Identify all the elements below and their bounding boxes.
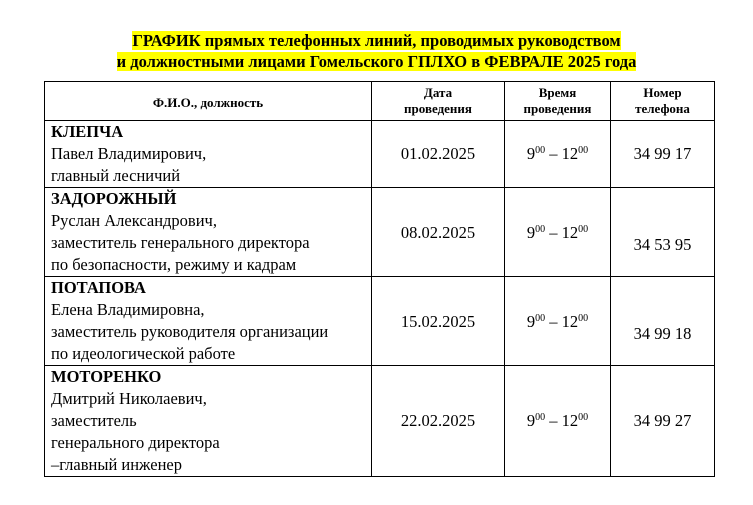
header-phone-line2: телефона bbox=[635, 101, 690, 116]
time-start-minutes: 00 bbox=[535, 313, 546, 324]
time-end: 12 bbox=[561, 312, 579, 331]
phone-cell: 34 99 17 bbox=[611, 121, 715, 188]
position-line: по идеологической работе bbox=[51, 344, 236, 363]
time-dash: – bbox=[545, 312, 562, 331]
time-start-minutes: 00 bbox=[535, 412, 546, 423]
time-end: 12 bbox=[561, 223, 579, 242]
time-cell bbox=[505, 121, 611, 188]
surname: ЗАДОРОЖНЫЙ bbox=[51, 189, 177, 208]
time-start-minutes: 00 bbox=[535, 145, 546, 156]
position-line: Руслан Александрович, bbox=[51, 211, 217, 230]
surname: МОТОРЕНКО bbox=[51, 367, 162, 386]
date-cell: 01.02.2025 bbox=[372, 121, 505, 188]
position-line: Павел Владимирович, bbox=[51, 144, 207, 163]
surname: ПОТАПОВА bbox=[51, 278, 146, 297]
table-row bbox=[45, 277, 715, 366]
header-date-line1: Дата bbox=[423, 85, 453, 100]
time-end: 12 bbox=[561, 411, 579, 430]
table-row bbox=[45, 121, 715, 188]
time-start: 9 bbox=[526, 411, 536, 430]
phone-cell: 34 99 18 bbox=[611, 277, 715, 366]
header-time-line2: проведения bbox=[523, 101, 592, 116]
position-line: заместитель bbox=[51, 411, 137, 430]
title-line-1: ГРАФИК прямых телефонных линий, проводимых руководством bbox=[132, 31, 621, 50]
time-start-minutes: 00 bbox=[535, 224, 546, 235]
time-dash: – bbox=[545, 223, 562, 242]
header-time bbox=[505, 82, 611, 121]
table-row bbox=[45, 366, 715, 477]
time-cell bbox=[505, 277, 611, 366]
position-line: –главный инженер bbox=[51, 455, 182, 474]
date-cell: 15.02.2025 bbox=[372, 277, 505, 366]
schedule-table bbox=[44, 81, 715, 477]
person-cell bbox=[45, 121, 372, 188]
time-end-minutes: 00 bbox=[578, 145, 589, 156]
position-line: по безопасности, режиму и кадрам bbox=[51, 255, 297, 274]
position-line: Дмитрий Николаевич, bbox=[51, 389, 207, 408]
date-cell: 22.02.2025 bbox=[372, 366, 505, 477]
phone-cell: 34 99 27 bbox=[611, 366, 715, 477]
person-cell bbox=[45, 188, 372, 277]
time-end: 12 bbox=[561, 144, 579, 163]
time-end-minutes: 00 bbox=[578, 412, 589, 423]
date-cell: 08.02.2025 bbox=[372, 188, 505, 277]
table-row bbox=[45, 188, 715, 277]
time-dash: – bbox=[545, 411, 562, 430]
surname: КЛЕПЧА bbox=[51, 122, 124, 141]
time-cell bbox=[505, 366, 611, 477]
header-date-line2: проведения bbox=[404, 101, 472, 116]
header-name: Ф.И.О., должность bbox=[45, 82, 372, 121]
position-line: главный лесничий bbox=[51, 166, 181, 185]
header-phone-line1: Номер bbox=[643, 85, 682, 100]
position-line: заместитель руководителя организации bbox=[51, 322, 329, 341]
header-phone bbox=[611, 82, 715, 121]
header-time-line1: Время bbox=[538, 85, 577, 100]
time-start: 9 bbox=[526, 223, 536, 242]
position-line: заместитель генерального директора bbox=[51, 233, 310, 252]
header-date bbox=[372, 82, 505, 121]
position-line: генерального директора bbox=[51, 433, 220, 452]
position-line: Елена Владимировна, bbox=[51, 300, 205, 319]
time-cell bbox=[505, 188, 611, 277]
time-end-minutes: 00 bbox=[578, 313, 589, 324]
person-cell bbox=[45, 366, 372, 477]
title-line-2: и должностными лицами Гомельского ГПЛХО в ФЕВРАЛЕ 2025 года bbox=[116, 52, 637, 71]
phone-cell: 34 53 95 bbox=[611, 188, 715, 277]
time-dash: – bbox=[545, 144, 562, 163]
time-start: 9 bbox=[526, 144, 536, 163]
document-title bbox=[0, 30, 753, 72]
header-row bbox=[45, 82, 715, 121]
person-cell bbox=[45, 277, 372, 366]
time-end-minutes: 00 bbox=[578, 224, 589, 235]
time-start: 9 bbox=[526, 312, 536, 331]
